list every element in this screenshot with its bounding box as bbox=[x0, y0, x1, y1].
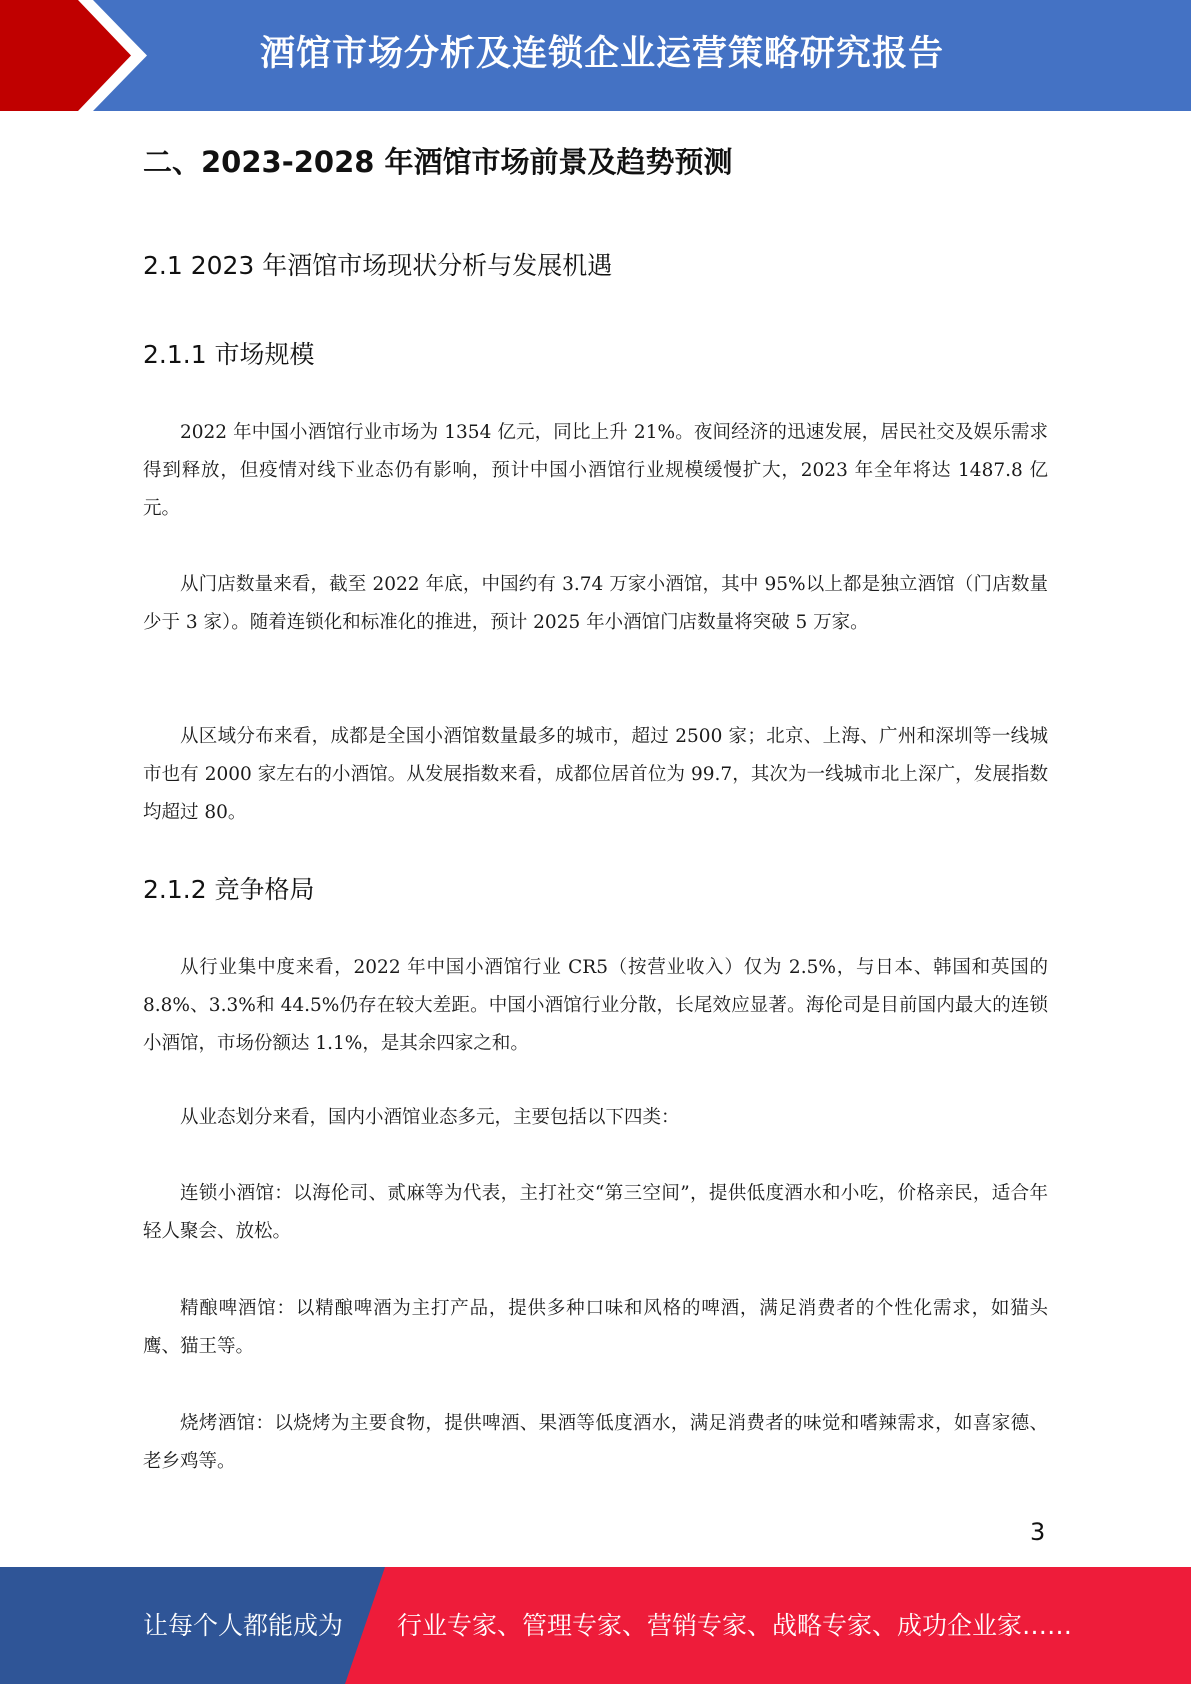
header-banner bbox=[0, 0, 1191, 111]
subsection-heading-competition: 2.1.2 竞争格局 bbox=[143, 875, 315, 904]
paragraph: 连锁小酒馆：以海伦司、贰麻等为代表，主打社交“第三空间”，提供低度酒水和小吃，价格亲民，适合年轻人聚会、放松。 bbox=[143, 1183, 1048, 1242]
subsection-heading-market-size: 2.1.1 市场规模 bbox=[143, 340, 315, 369]
footer-banner bbox=[0, 1567, 1191, 1684]
paragraph: 从门店数量来看，截至 2022 年底，中国约有 3.74 万家小酒馆，其中 95%以上都是独立酒馆（门店数量少于 3 家）。随着连锁化和标准化的推进，预计 2025 年小酒馆门店数量将突破 5 万家。 bbox=[143, 574, 1048, 633]
paragraph: 从业态划分来看，国内小酒馆业态多元，主要包括以下四类： bbox=[180, 1107, 680, 1128]
paragraph: 精酿啤酒馆：以精酿啤酒为主打产品，提供多种口味和风格的啤酒，满足消费者的个性化需求，如猫头鹰、猫王等。 bbox=[143, 1298, 1048, 1357]
chevron-arrow-icon bbox=[0, 0, 160, 111]
page-number: 3 bbox=[1030, 1518, 1046, 1546]
paragraph: 从行业集中度来看，2022 年中国小酒馆行业 CR5（按营业收入）仅为 2.5%，与日本、韩国和英国的 8.8%、3.3%和 44.5%仍存在较大差距。中国小酒馆行业分散，长尾效应显著。海伦司是目前国内最大的连锁小酒馆，市场份额达 1.1%，是其余四家之和。 bbox=[143, 957, 1048, 1054]
paragraph: 从区域分布来看，成都是全国小酒馆数量最多的城市，超过 2500 家；北京、上海、广州和深圳等一线城市也有 2000 家左右的小酒馆。从发展指数来看，成都位居首位为 99.7，其次为一线城市北上深广，发展指数均超过 80。 bbox=[143, 726, 1048, 823]
paragraph: 2022 年中国小酒馆行业市场为 1354 亿元，同比上升 21%。夜间经济的迅速发展，居民社交及娱乐需求得到释放，但疫情对线下业态仍有影响，预计中国小酒馆行业规模缓慢扩大，2023 年全年将达 1487.8 亿元。 bbox=[143, 422, 1048, 519]
footer-slogan-right: 行业专家、管理专家、营销专家、战略专家、成功企业家…… bbox=[397, 1611, 1073, 1640]
document-title: 酒馆市场分析及连锁企业运营策略研究报告 bbox=[260, 34, 945, 74]
footer-slogan-left: 让每个人都能成为 bbox=[143, 1611, 344, 1640]
section-heading: 二、2023-2028 年酒馆市场前景及趋势预测 bbox=[143, 145, 733, 179]
subsection-heading: 2.1 2023 年酒馆市场现状分析与发展机遇 bbox=[143, 251, 613, 280]
paragraph: 烧烤酒馆：以烧烤为主要食物，提供啤酒、果酒等低度酒水，满足消费者的味觉和嗜辣需求，如喜家德、老乡鸡等。 bbox=[143, 1413, 1048, 1472]
